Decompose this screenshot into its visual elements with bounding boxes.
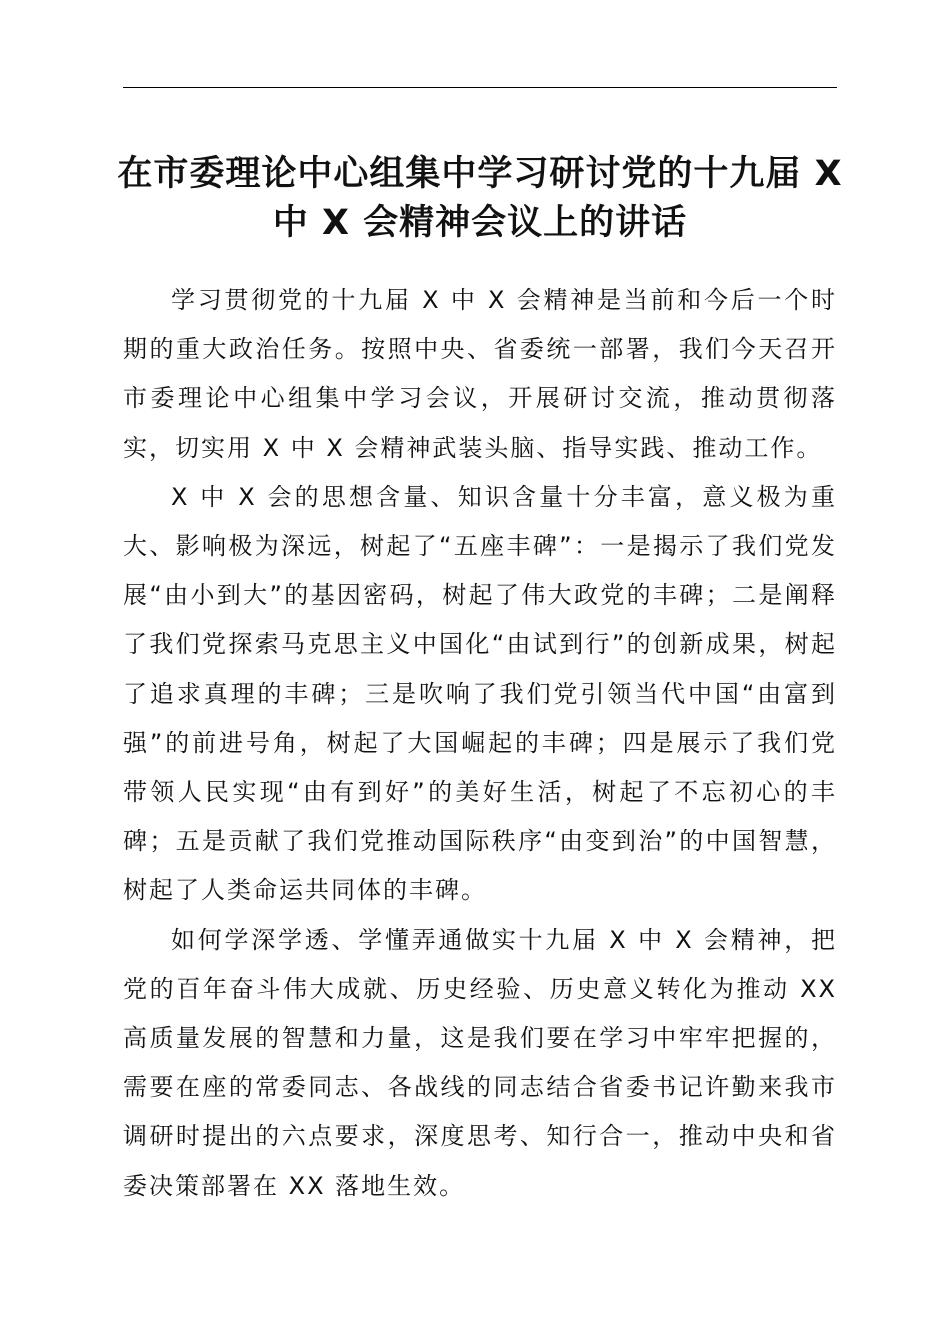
document-title: 在市委理论中心组集中学习研讨党的十九届 X 中 X 会精神会议上的讲话	[117, 154, 843, 243]
paragraph-3: 如何学深学透、学懂弄通做实十九届 X 中 X 会精神，把党的百年奋斗伟大成就、历史经验、历史意义转化为推动 XX 高质量发展的智慧和力量，这是我们要在学习中牢牢把握的，需要在座的常委同志、各战线的同志结合省委书记许勤来我市调研时提出的六点要求，深度思考、知行合一，推动中央和省委决策部署在 XX 落地生效。	[123, 925, 837, 1200]
header-rule	[123, 87, 837, 88]
paragraph-1: 学习贯彻党的十九届 X 中 X 会精神是当前和今后一个时期的重大政治任务。按照中央、省委统一部署，我们今天召开市委理论中心组集中学习会议，开展研讨交流，推动贯彻落实，切实用 X 中 X 会精神武装头脑、指导实践、推动工作。	[123, 286, 837, 462]
paragraph-2: X 中 X 会的思想含量、知识含量十分丰富，意义极为重大、影响极为深远，树起了“五座丰碑”：一是揭示了我们党发展“由小到大”的基因密码，树起了伟大政党的丰碑；二是阐释了我们党探索马克思主义中国化“由试到行”的创新成果，树起了追求真理的丰碑；三是吹响了我们党引领当代中国“由富到强”的前进号角，树起了大国崛起的丰碑；四是展示了我们党带领人民实现“由有到好”的美好生活，树起了不忘初心的丰碑；五是贡献了我们党推动国际秩序“由变到治”的中国智慧，树起了人类命运共同体的丰碑。	[123, 482, 837, 905]
document-body	[123, 276, 837, 1211]
